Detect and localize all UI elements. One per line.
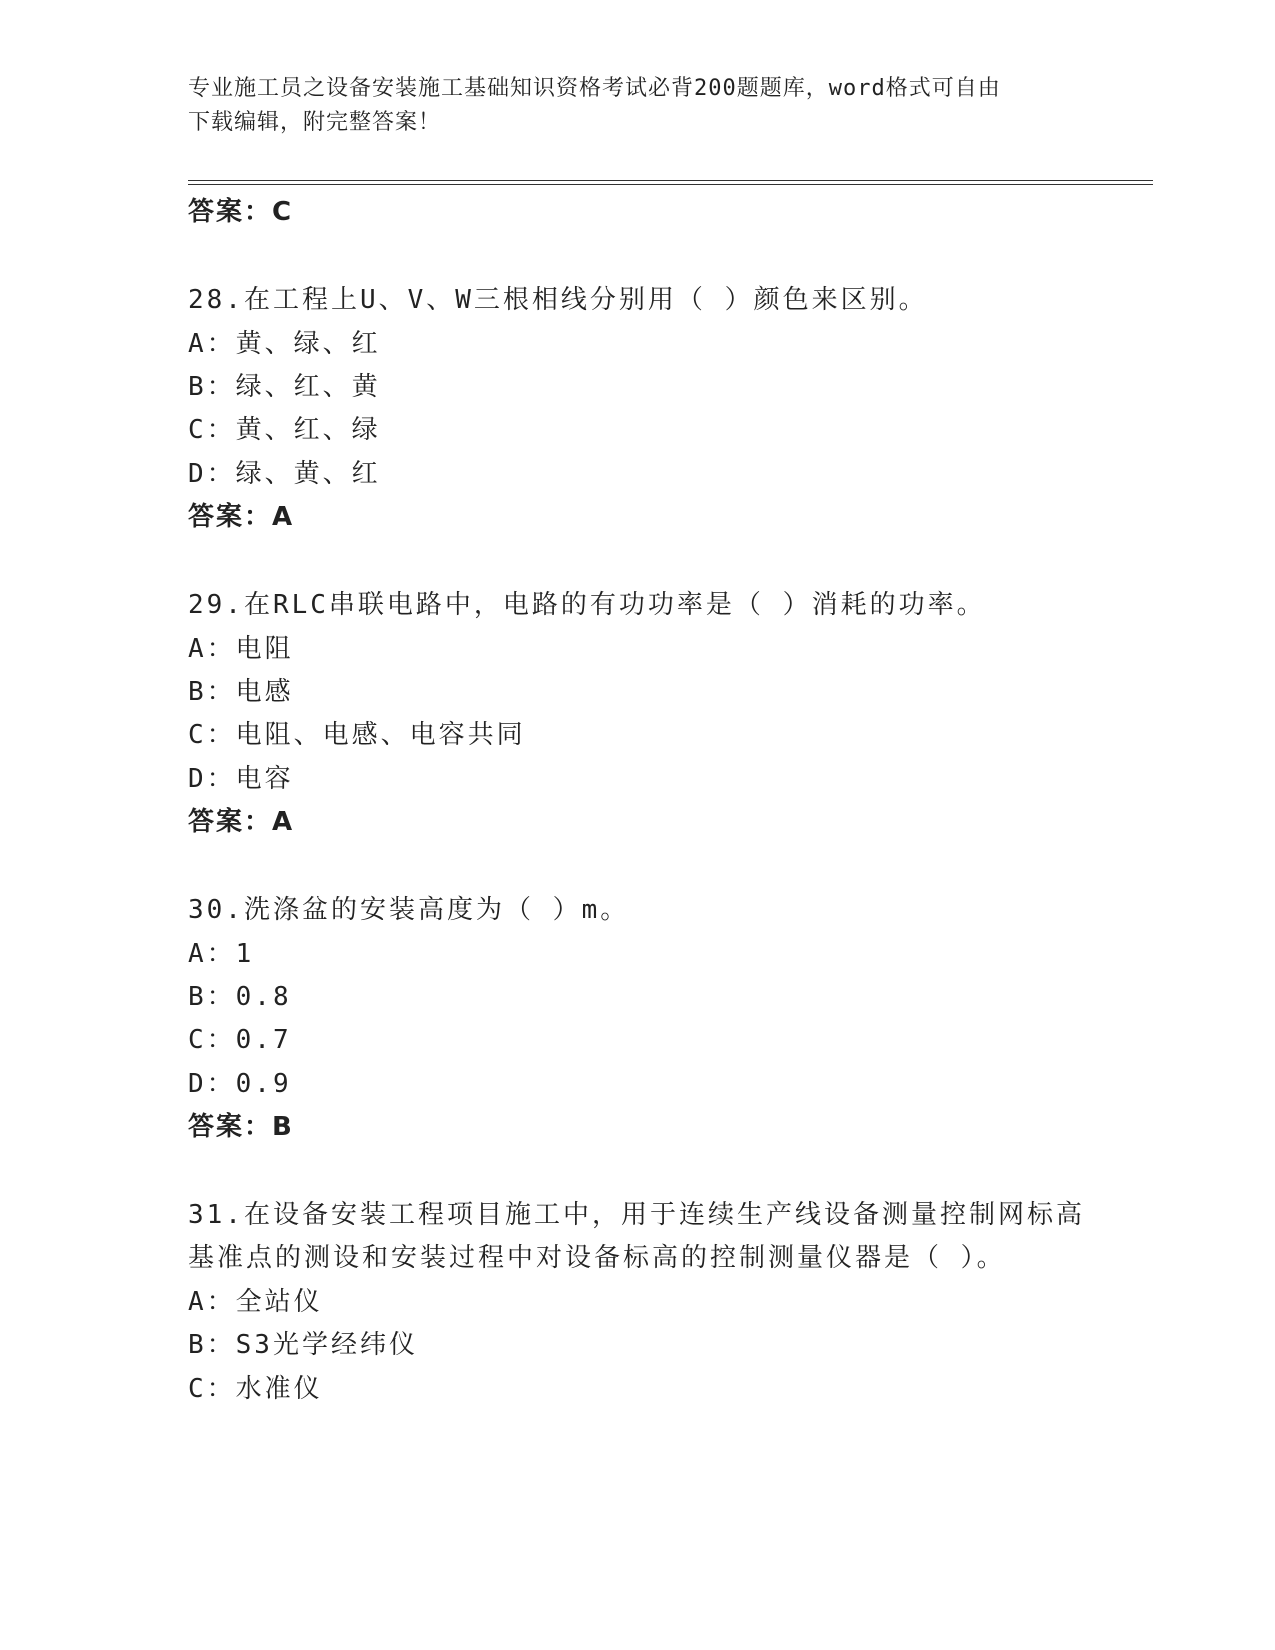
option-d: D：电容 — [188, 764, 294, 794]
option-c: C：0.7 — [188, 1025, 292, 1055]
question-stem: 30.洗涤盆的安装高度为（ ）m。 — [188, 895, 630, 925]
header-divider-top — [188, 180, 1153, 181]
answer-27: 答案：C — [188, 197, 294, 227]
document-header — [188, 72, 1088, 140]
answer-30: 答案：B — [188, 1112, 294, 1142]
option-a: A：全站仪 — [188, 1287, 323, 1317]
option-a: A：黄、绿、红 — [188, 329, 381, 359]
option-a: A：电阻 — [188, 634, 294, 664]
answer-29: 答案：A — [188, 807, 295, 837]
option-a: A：1 — [188, 939, 255, 969]
header-divider-bottom — [188, 184, 1153, 185]
option-c: C：黄、红、绿 — [188, 415, 381, 445]
question-stem-line-2: 基准点的测设和安装过程中对设备标高的控制测量仪器是（ ）。 — [188, 1243, 1006, 1273]
answer-28: 答案：A — [188, 502, 295, 532]
option-c: C：电阻、电感、电容共同 — [188, 720, 526, 750]
question-stem: 29.在RLC串联电路中，电路的有功功率是（ ）消耗的功率。 — [188, 590, 986, 620]
question-stem-line-1: 31.在设备安装工程项目施工中，用于连续生产线设备测量控制网标高 — [188, 1200, 1085, 1230]
header-line-1: 专业施工员之设备安装施工基础知识资格考试必背200题题库，word格式可自由 — [188, 76, 1001, 101]
option-d: D：0.9 — [188, 1069, 292, 1099]
question-stem: 28.在工程上U、V、W三根相线分别用（ ）颜色来区别。 — [188, 285, 928, 315]
option-b: B：电感 — [188, 677, 294, 707]
option-b: B：0.8 — [188, 982, 292, 1012]
option-b: B：绿、红、黄 — [188, 372, 381, 402]
option-d: D：绿、黄、红 — [188, 459, 381, 489]
header-line-2: 下载编辑，附完整答案！ — [188, 110, 442, 135]
option-c: C：水准仪 — [188, 1374, 323, 1404]
option-b: B：S3光学经纬仪 — [188, 1330, 418, 1360]
